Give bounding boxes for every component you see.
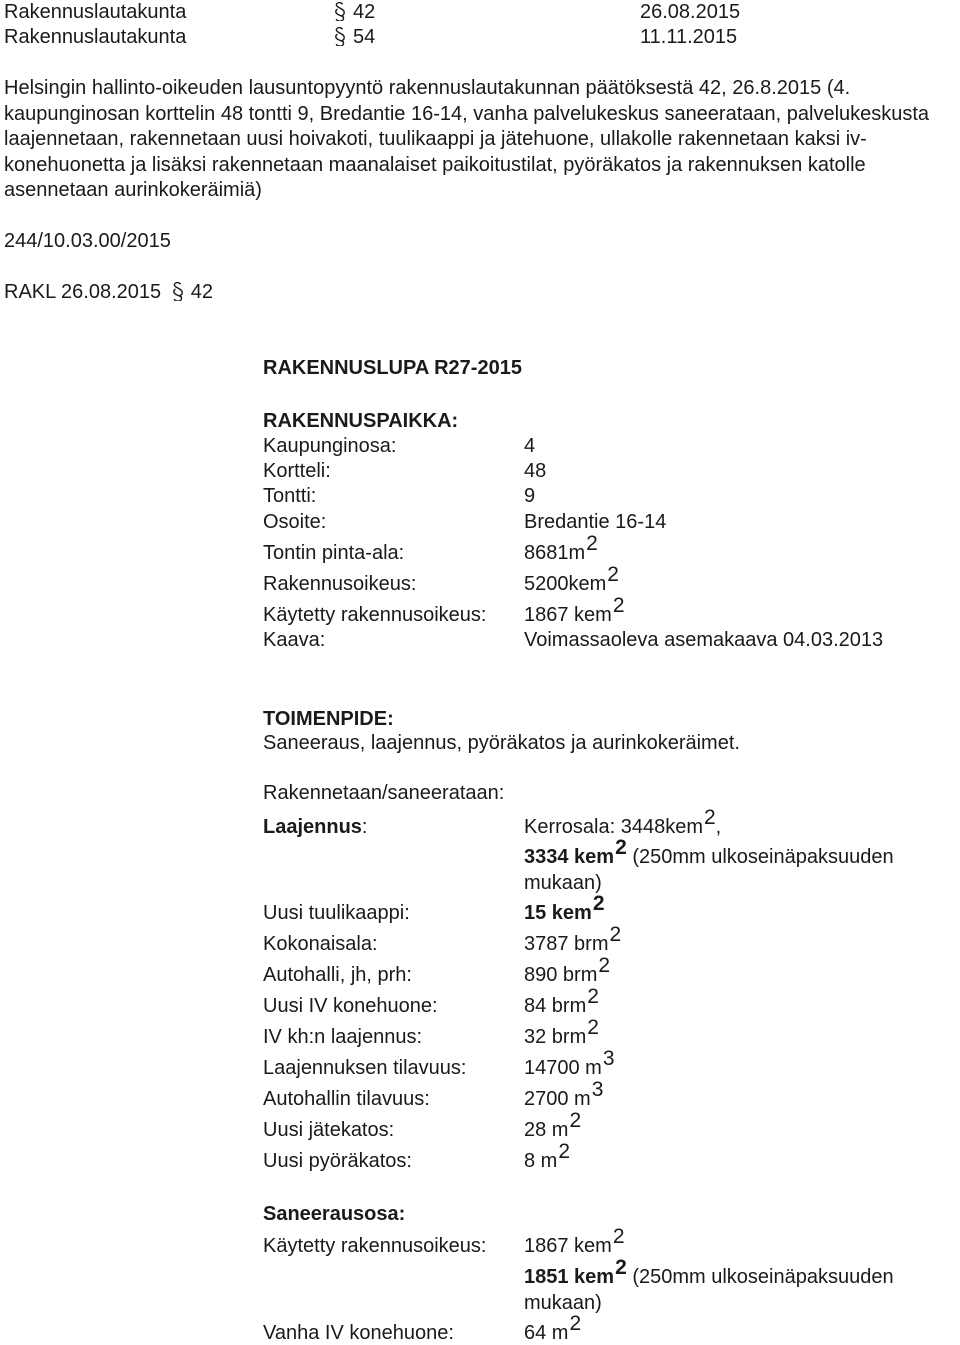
case-description: Helsingin hallinto-oikeuden lausuntopyyntö rakennuslautakunnan päätöksestä 42, 26.8.2015 (4. kaupunginosan korttelin 48 tontti 9, Bredantie 16-14, vanha palvelukeskus saneerataan, palvelukeskusta laajennetaan, rakennetaan uusi hoivakoti, tuulikaappi ja jätehuone, ullakolle rakennetaan kaksi iv-konehuonetta ja lisäksi rakennetaan maanalaiset paikoitustilat, pyöräkatos ja rakennuksen katolle asennetaan aurinkokeräimiä) <box>4 77 930 201</box>
extension-alt-note: mukaan) <box>524 872 602 894</box>
site-row-value: Bredantie 16-14 <box>524 511 667 533</box>
extension-row-label: Laajennuksen tilavuus: <box>263 1057 467 1079</box>
site-row-label: Tontin pinta-ala: <box>263 542 405 564</box>
renovation-last-label: Vanha IV konehuone: <box>263 1322 454 1344</box>
renovation-used-label: Käytetty rakennusoikeus: <box>263 1235 487 1257</box>
site-row-label: Osoite: <box>263 511 327 533</box>
extension-row-value: 28 m2 <box>524 1109 582 1141</box>
extension-row-label: IV kh:n laajennus: <box>263 1026 422 1048</box>
header-date: 26.08.2015 <box>640 1 741 23</box>
site-row-value: 48 <box>524 460 547 482</box>
renovation-heading: Saneerausosa: <box>263 1203 406 1225</box>
header-date: 11.11.2015 <box>640 26 738 48</box>
site-row-value: 1867 kem2 <box>524 594 625 626</box>
site-row-label: Kaupunginosa: <box>263 435 397 457</box>
extension-row-value: 14700 m3 <box>524 1047 615 1079</box>
section-sign-icon <box>171 281 185 301</box>
extension-row-value: 32 brm2 <box>524 1016 599 1048</box>
site-row-label: Kortteli: <box>263 460 331 482</box>
extension-row-value: 890 brm2 <box>524 954 611 986</box>
extension-row-value: 2700 m3 <box>524 1078 604 1110</box>
site-row-label: Rakennusoikeus: <box>263 573 417 595</box>
extension-row-value: 8 m2 <box>524 1140 571 1172</box>
action-text: Saneeraus, laajennus, pyöräkatos ja aurinkokeräimet. <box>263 732 740 754</box>
extension-row-label: Kokonaisala: <box>263 933 378 955</box>
built-heading: Rakennetaan/saneerataan: <box>263 782 505 804</box>
decision-reference: RAKL 26.08.2015 42 <box>4 281 213 303</box>
site-row-value: 4 <box>524 435 536 457</box>
extension-row-value: 84 brm2 <box>524 985 599 1017</box>
permit-title: RAKENNUSLUPA R27-2015 <box>263 357 522 379</box>
extension-row-label: Uusi IV konehuone: <box>263 995 438 1017</box>
site-row-label: Tontti: <box>263 485 317 507</box>
header-section: 54 <box>333 25 375 49</box>
renovation-alt-area: 1851 kem2 (250mm ulkoseinäpaksuuden <box>524 1256 894 1288</box>
site-row-value: Voimassaoleva asemakaava 04.03.2013 <box>524 629 884 651</box>
section-sign-icon <box>333 26 347 46</box>
action-heading: TOIMENPIDE: <box>263 708 394 730</box>
extension-row-value: 3787 brm2 <box>524 923 622 955</box>
extension-row-label: Uusi pyöräkatos: <box>263 1150 412 1172</box>
header-body: Rakennuslautakunta <box>4 26 187 48</box>
extension-row-value: 15 kem2 <box>524 892 605 924</box>
site-row-value: 5200kem2 <box>524 563 619 595</box>
section-sign-icon <box>333 1 347 21</box>
extension-alt-area: 3334 kem2 (250mm ulkoseinäpaksuuden <box>524 836 894 868</box>
extension-label: Laajennus: <box>263 816 368 838</box>
extension-row-label: Uusi tuulikaappi: <box>263 902 410 924</box>
extension-row-label: Autohallin tilavuus: <box>263 1088 430 1110</box>
extension-row-label: Autohalli, jh, prh: <box>263 964 412 986</box>
header-section: 42 <box>333 0 375 24</box>
site-row-label: Kaava: <box>263 629 326 651</box>
site-heading: RAKENNUSPAIKKA: <box>263 410 459 432</box>
site-row-value: 9 <box>524 485 536 507</box>
renovation-alt-note: mukaan) <box>524 1292 602 1314</box>
extension-floor-area: Kerrosala: 3448kem2, <box>524 806 722 838</box>
header-body: Rakennuslautakunta <box>4 1 187 23</box>
diary-number: 244/10.03.00/2015 <box>4 230 171 252</box>
extension-row-label: Uusi jätekatos: <box>263 1119 395 1141</box>
site-row-label: Käytetty rakennusoikeus: <box>263 604 487 626</box>
site-row-value: 8681m2 <box>524 532 598 564</box>
renovation-used-value: 1867 kem2 <box>524 1225 625 1257</box>
renovation-last-value: 64 m2 <box>524 1312 582 1344</box>
